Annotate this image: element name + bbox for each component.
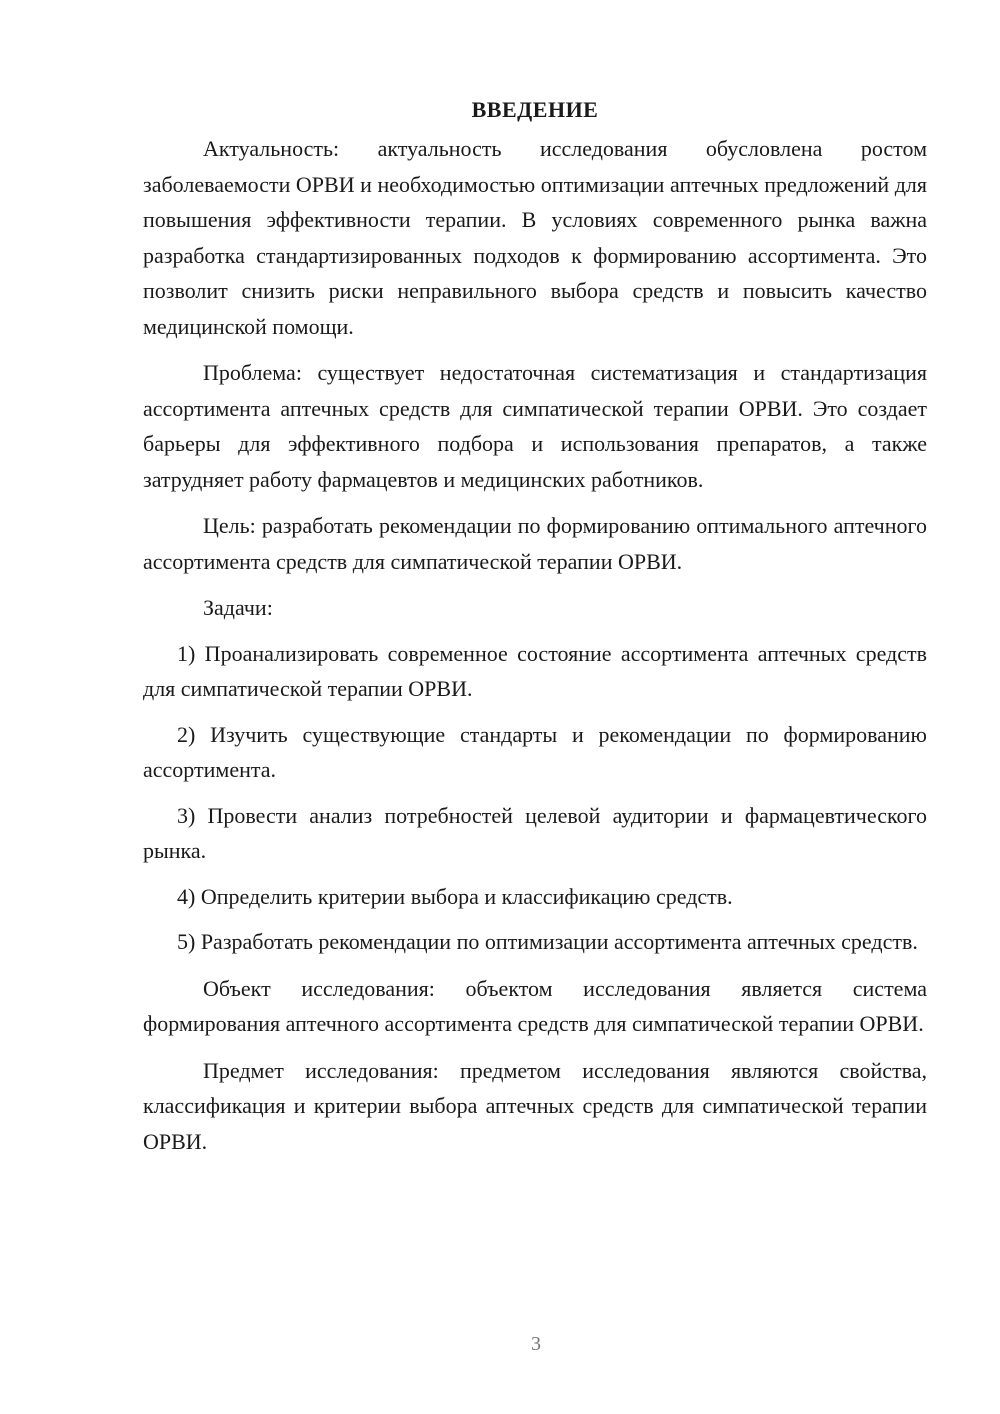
document-page — [143, 92, 927, 1159]
tasks-label: Задачи: — [203, 595, 273, 620]
task-item: 1) Проанализировать современное состояние ассортимента аптечных средств для симпатической терапии ОРВИ. — [143, 640, 927, 701]
section-heading: ВВЕДЕНИЕ — [471, 97, 599, 122]
paragraph-problem: Проблема: существует недостаточная систематизация и стандартизация ассортимента аптечных средств для симпатической терапии ОРВИ. Это создает барьеры для эффективного подбора и использования препаратов, а также затрудняет работу фармацевтов и медицинских работников. — [143, 360, 927, 492]
tasks-list — [143, 636, 927, 960]
task-item: 2) Изучить существующие стандарты и рекомендации по формированию ассортимента. — [143, 721, 927, 782]
task-item: 4) Определить критерии выбора и классификацию средств. — [177, 883, 733, 909]
paragraph-relevance: Актуальность: актуальность исследования обусловлена ростом заболеваемости ОРВИ и необходимостью оптимизации аптечных предложений для повышения эффективности терапии. В условиях современного рынка важна разработка стандартизированных подходов к формированию ассортимента. Это позволит снизить риски неправильного выбора средств и повысить качество медицинской помощи. — [143, 136, 927, 339]
task-item: 5) Разработать рекомендации по оптимизации ассортимента аптечных средств. — [177, 929, 918, 954]
paragraph-goal: Цель: разработать рекомендации по формированию оптимального аптечного ассортимента средств для симпатической терапии ОРВИ. — [143, 513, 927, 574]
paragraph-subject: Предмет исследования: предметом исследования являются свойства, классификация и критерии выбора аптечных средств для симпатической терапии ОРВИ. — [143, 1057, 927, 1154]
paragraph-object: Объект исследования: объектом исследования является система формирования аптечного ассортимента средств для симпатической терапии ОРВИ. — [143, 975, 927, 1036]
task-item: 3) Провести анализ потребностей целевой аудитории и фармацевтического рынка. — [143, 802, 927, 863]
page-number: 3 — [531, 1333, 541, 1355]
